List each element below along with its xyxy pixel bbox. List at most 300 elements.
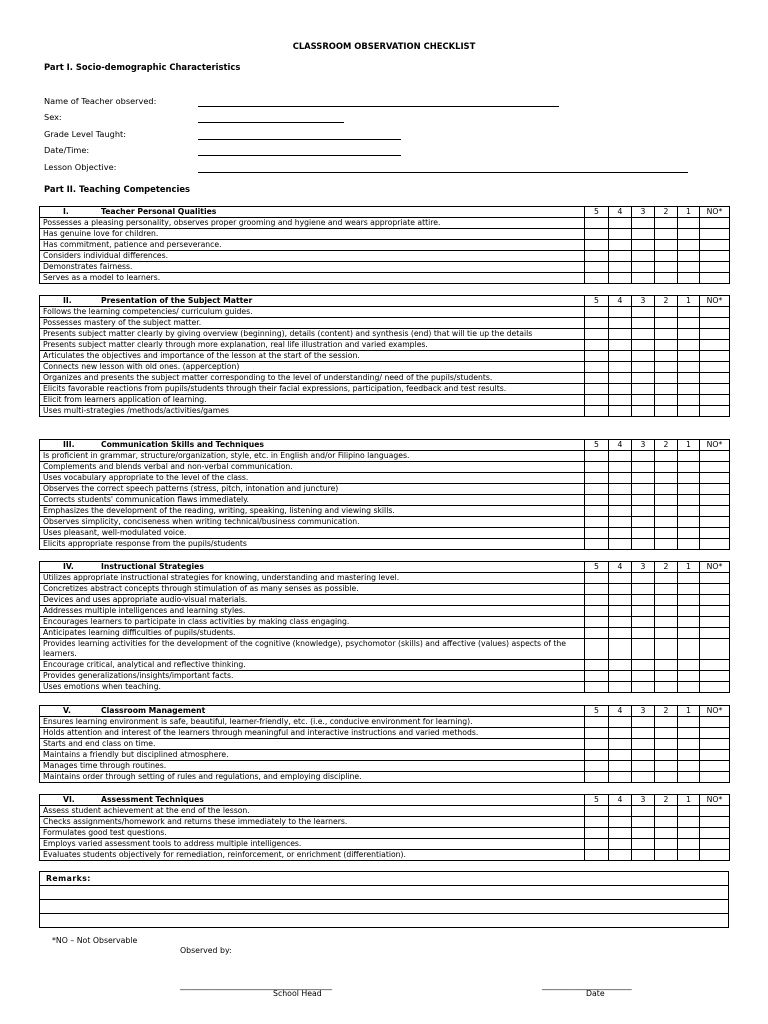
rating-cell[interactable] (655, 595, 678, 606)
rating-cell[interactable] (609, 329, 632, 340)
rating-cell[interactable] (585, 528, 609, 539)
rating-cell[interactable] (655, 828, 678, 839)
rating-cell[interactable] (678, 406, 700, 417)
rating-cell[interactable] (632, 772, 655, 783)
rating-cell[interactable] (609, 682, 632, 693)
rating-cell[interactable] (632, 218, 655, 229)
rating-cell[interactable] (609, 218, 632, 229)
rating-cell[interactable] (632, 584, 655, 595)
rating-cell[interactable] (700, 329, 730, 340)
rating-cell[interactable] (678, 251, 700, 262)
rating-cell[interactable] (632, 806, 655, 817)
rating-cell[interactable] (700, 251, 730, 262)
rating-cell[interactable] (609, 318, 632, 329)
rating-cell[interactable] (678, 717, 700, 728)
rating-cell[interactable] (700, 351, 730, 362)
rating-cell[interactable] (655, 262, 678, 273)
rating-cell[interactable] (678, 307, 700, 318)
rating-cell[interactable] (609, 850, 632, 861)
rating-cell[interactable] (655, 728, 678, 739)
rating-cell[interactable] (655, 539, 678, 550)
rating-cell[interactable] (585, 384, 609, 395)
rating-cell[interactable] (655, 739, 678, 750)
rating-cell[interactable] (609, 660, 632, 671)
rating-cell[interactable] (585, 817, 609, 828)
rating-cell[interactable] (700, 462, 730, 473)
rating-cell[interactable] (678, 340, 700, 351)
rating-cell[interactable] (632, 671, 655, 682)
rating-header: 4 (609, 562, 632, 573)
rating-cell[interactable] (609, 406, 632, 417)
rating-cell[interactable] (655, 528, 678, 539)
rating-cell[interactable] (655, 495, 678, 506)
rating-cell[interactable] (585, 682, 609, 693)
rating-cell[interactable] (655, 218, 678, 229)
rating-cell[interactable] (700, 584, 730, 595)
rating-cell[interactable] (678, 850, 700, 861)
rating-cell[interactable] (585, 362, 609, 373)
criterion-text: Elicits favorable reactions from pupils/students through their facial expressions, participation, feedback and test results. (40, 384, 585, 395)
rating-cell[interactable] (678, 517, 700, 528)
rating-cell[interactable] (655, 761, 678, 772)
rating-cell[interactable] (585, 517, 609, 528)
rating-cell[interactable] (678, 262, 700, 273)
rating-cell[interactable] (585, 595, 609, 606)
rating-cell[interactable] (632, 451, 655, 462)
rating-cell[interactable] (678, 362, 700, 373)
rating-cell[interactable] (700, 340, 730, 351)
rating-cell[interactable] (585, 473, 609, 484)
rating-cell[interactable] (655, 318, 678, 329)
rating-cell[interactable] (632, 517, 655, 528)
rating-cell[interactable] (678, 373, 700, 384)
rating-cell[interactable] (585, 240, 609, 251)
rating-cell[interactable] (632, 628, 655, 639)
criterion-text: Assess student achievement at the end of the lesson. (40, 806, 585, 817)
rating-cell[interactable] (655, 628, 678, 639)
rating-cell[interactable] (655, 229, 678, 240)
rating-cell[interactable] (585, 340, 609, 351)
rating-cell[interactable] (585, 218, 609, 229)
rating-cell[interactable] (678, 817, 700, 828)
rating-cell[interactable] (655, 351, 678, 362)
rating-cell[interactable] (609, 573, 632, 584)
rating-cell[interactable] (678, 539, 700, 550)
rating-cell[interactable] (609, 506, 632, 517)
rating-cell[interactable] (632, 750, 655, 761)
rating-cell[interactable] (585, 772, 609, 783)
rating-cell[interactable] (700, 528, 730, 539)
criterion-row (40, 850, 730, 861)
rating-cell[interactable] (655, 639, 678, 660)
criterion-row (40, 528, 730, 539)
rating-cell[interactable] (655, 362, 678, 373)
rating-cell[interactable] (678, 617, 700, 628)
rating-cell[interactable] (700, 406, 730, 417)
rating-header: 4 (609, 795, 632, 806)
rating-cell[interactable] (609, 828, 632, 839)
rating-cell[interactable] (632, 240, 655, 251)
rating-cell[interactable] (585, 717, 609, 728)
rating-cell[interactable] (609, 528, 632, 539)
rating-cell[interactable] (632, 340, 655, 351)
rating-cell[interactable] (655, 473, 678, 484)
rating-cell[interactable] (678, 839, 700, 850)
rating-cell[interactable] (678, 739, 700, 750)
rating-cell[interactable] (609, 539, 632, 550)
rating-cell[interactable] (585, 318, 609, 329)
rating-cell[interactable] (585, 850, 609, 861)
criterion-row (40, 473, 730, 484)
rating-cell[interactable] (632, 373, 655, 384)
rating-cell[interactable] (609, 761, 632, 772)
rating-cell[interactable] (609, 451, 632, 462)
rating-cell[interactable] (632, 639, 655, 660)
rating-cell[interactable] (700, 262, 730, 273)
rating-cell[interactable] (678, 318, 700, 329)
rating-cell[interactable] (609, 772, 632, 783)
rating-cell[interactable] (700, 384, 730, 395)
rating-cell[interactable] (678, 750, 700, 761)
rating-cell[interactable] (678, 495, 700, 506)
rating-cell[interactable] (609, 373, 632, 384)
rating-cell[interactable] (700, 484, 730, 495)
rating-cell[interactable] (585, 484, 609, 495)
rating-cell[interactable] (655, 606, 678, 617)
rating-cell[interactable] (585, 307, 609, 318)
rating-cell[interactable] (585, 395, 609, 406)
rating-cell[interactable] (609, 739, 632, 750)
rating-cell[interactable] (585, 728, 609, 739)
criterion-row (40, 772, 730, 783)
rating-cell[interactable] (632, 617, 655, 628)
rating-cell[interactable] (678, 728, 700, 739)
rating-cell[interactable] (609, 817, 632, 828)
rating-cell[interactable] (632, 606, 655, 617)
rating-cell[interactable] (700, 739, 730, 750)
rating-cell[interactable] (700, 395, 730, 406)
criterion-row (40, 240, 730, 251)
rating-cell[interactable] (655, 682, 678, 693)
rating-cell[interactable] (655, 273, 678, 284)
rating-cell[interactable] (655, 517, 678, 528)
rating-cell[interactable] (585, 828, 609, 839)
rating-cell[interactable] (655, 373, 678, 384)
rating-cell[interactable] (700, 750, 730, 761)
rating-cell[interactable] (632, 595, 655, 606)
rating-cell[interactable] (700, 806, 730, 817)
rating-cell[interactable] (632, 539, 655, 550)
rating-cell[interactable] (678, 218, 700, 229)
rating-cell[interactable] (609, 750, 632, 761)
rating-cell[interactable] (632, 473, 655, 484)
rating-cell[interactable] (585, 806, 609, 817)
rating-cell[interactable] (632, 307, 655, 318)
rating-cell[interactable] (609, 262, 632, 273)
rating-cell[interactable] (655, 750, 678, 761)
rating-cell[interactable] (632, 484, 655, 495)
rating-cell[interactable] (678, 595, 700, 606)
rating-cell[interactable] (585, 495, 609, 506)
section-title-cell (40, 562, 585, 573)
rating-cell[interactable] (632, 717, 655, 728)
rating-cell[interactable] (655, 462, 678, 473)
rating-cell[interactable] (632, 318, 655, 329)
rating-cell[interactable] (700, 639, 730, 660)
rating-cell[interactable] (678, 828, 700, 839)
rating-cell[interactable] (678, 506, 700, 517)
rating-cell[interactable] (585, 462, 609, 473)
rating-cell[interactable] (585, 660, 609, 671)
rating-cell[interactable] (609, 806, 632, 817)
rating-cell[interactable] (609, 517, 632, 528)
rating-cell[interactable] (700, 517, 730, 528)
rating-cell[interactable] (585, 671, 609, 682)
rating-header: 1 (678, 440, 700, 451)
rating-cell[interactable] (609, 839, 632, 850)
rating-cell[interactable] (678, 628, 700, 639)
school-head-signature-line[interactable]: _______________________________________ (180, 981, 333, 990)
rating-cell[interactable] (609, 473, 632, 484)
rating-cell[interactable] (585, 373, 609, 384)
rating-cell[interactable] (585, 539, 609, 550)
rating-cell[interactable] (655, 340, 678, 351)
rating-cell[interactable] (632, 229, 655, 240)
rating-cell[interactable] (700, 628, 730, 639)
rating-cell[interactable] (700, 850, 730, 861)
rating-cell[interactable] (585, 573, 609, 584)
rating-cell[interactable] (632, 528, 655, 539)
rating-cell[interactable] (678, 395, 700, 406)
rating-cell[interactable] (585, 273, 609, 284)
rating-cell[interactable] (609, 384, 632, 395)
rating-cell[interactable] (655, 717, 678, 728)
rating-cell[interactable] (609, 229, 632, 240)
rating-cell[interactable] (609, 484, 632, 495)
rating-cell[interactable] (632, 462, 655, 473)
rating-cell[interactable] (632, 817, 655, 828)
rating-cell[interactable] (678, 229, 700, 240)
rating-cell[interactable] (609, 307, 632, 318)
rating-cell[interactable] (585, 606, 609, 617)
rating-cell[interactable] (655, 395, 678, 406)
rating-cell[interactable] (678, 473, 700, 484)
rating-cell[interactable] (655, 817, 678, 828)
rating-cell[interactable] (700, 318, 730, 329)
rating-cell[interactable] (700, 660, 730, 671)
rating-cell[interactable] (700, 240, 730, 251)
rating-cell[interactable] (678, 329, 700, 340)
rating-cell[interactable] (585, 451, 609, 462)
blank-line (198, 106, 559, 107)
rating-cell[interactable] (678, 351, 700, 362)
rating-cell[interactable] (700, 362, 730, 373)
rating-header: 2 (655, 706, 678, 717)
section-numeral: II. (63, 296, 72, 305)
rating-cell[interactable] (678, 761, 700, 772)
rating-cell[interactable] (585, 628, 609, 639)
rating-cell[interactable] (585, 750, 609, 761)
rating-cell[interactable] (632, 251, 655, 262)
remarks-line[interactable] (40, 886, 729, 900)
rating-cell[interactable] (655, 384, 678, 395)
rating-cell[interactable] (655, 307, 678, 318)
rating-cell[interactable] (678, 639, 700, 660)
rating-cell[interactable] (609, 251, 632, 262)
rating-cell[interactable] (655, 584, 678, 595)
rating-cell[interactable] (655, 806, 678, 817)
rating-cell[interactable] (700, 307, 730, 318)
rating-cell[interactable] (609, 671, 632, 682)
rating-cell[interactable] (700, 573, 730, 584)
rating-cell[interactable] (609, 495, 632, 506)
rating-cell[interactable] (655, 617, 678, 628)
rating-cell[interactable] (678, 240, 700, 251)
rating-cell[interactable] (632, 351, 655, 362)
rating-cell[interactable] (655, 329, 678, 340)
rating-cell[interactable] (632, 728, 655, 739)
rating-cell[interactable] (678, 806, 700, 817)
rating-cell[interactable] (632, 362, 655, 373)
rating-cell[interactable] (700, 606, 730, 617)
rating-cell[interactable] (585, 351, 609, 362)
rating-cell[interactable] (700, 495, 730, 506)
rating-cell[interactable] (700, 595, 730, 606)
rating-cell[interactable] (655, 839, 678, 850)
rating-cell[interactable] (609, 362, 632, 373)
rating-cell[interactable] (585, 329, 609, 340)
rating-cell[interactable] (585, 262, 609, 273)
rating-cell[interactable] (632, 682, 655, 693)
rating-cell[interactable] (700, 671, 730, 682)
rating-cell[interactable] (655, 240, 678, 251)
rating-cell[interactable] (700, 717, 730, 728)
criterion-text: Is proficient in grammar, structure/organization, style, etc. in English and/or Filipino languages. (40, 451, 585, 462)
rating-cell[interactable] (632, 329, 655, 340)
rating-cell[interactable] (700, 473, 730, 484)
criterion-text: Has genuine love for children. (40, 229, 585, 240)
rating-cell[interactable] (655, 850, 678, 861)
rating-cell[interactable] (678, 462, 700, 473)
rating-cell[interactable] (609, 462, 632, 473)
criterion-text: Encourages learners to participate in class activities by making class engaging. (40, 617, 585, 628)
rating-cell[interactable] (678, 384, 700, 395)
rating-cell[interactable] (678, 772, 700, 783)
rating-cell[interactable] (678, 273, 700, 284)
rating-cell[interactable] (700, 828, 730, 839)
rating-cell[interactable] (700, 817, 730, 828)
rating-cell[interactable] (609, 617, 632, 628)
rating-cell[interactable] (632, 273, 655, 284)
rating-cell[interactable] (632, 395, 655, 406)
rating-cell[interactable] (655, 573, 678, 584)
rating-cell[interactable] (585, 584, 609, 595)
rating-cell[interactable] (700, 772, 730, 783)
rating-cell[interactable] (632, 828, 655, 839)
rating-cell[interactable] (632, 506, 655, 517)
rating-cell[interactable] (700, 839, 730, 850)
rating-cell[interactable] (700, 617, 730, 628)
rating-cell[interactable] (609, 340, 632, 351)
rating-header: 4 (609, 706, 632, 717)
rating-cell[interactable] (609, 728, 632, 739)
rating-cell[interactable] (609, 639, 632, 660)
rating-cell[interactable] (678, 606, 700, 617)
rating-cell[interactable] (678, 584, 700, 595)
rating-cell[interactable] (655, 506, 678, 517)
rating-cell[interactable] (700, 229, 730, 240)
rating-cell[interactable] (655, 406, 678, 417)
remarks-line[interactable] (40, 914, 729, 928)
rating-cell[interactable] (655, 671, 678, 682)
rating-cell[interactable] (609, 395, 632, 406)
rating-cell[interactable] (632, 739, 655, 750)
rating-cell[interactable] (678, 671, 700, 682)
rating-cell[interactable] (585, 739, 609, 750)
rating-cell[interactable] (632, 761, 655, 772)
rating-cell[interactable] (700, 451, 730, 462)
rating-cell[interactable] (632, 850, 655, 861)
rating-cell[interactable] (609, 584, 632, 595)
rating-cell[interactable] (678, 528, 700, 539)
date-signature-line[interactable]: _______________________ (542, 981, 632, 990)
rating-cell[interactable] (678, 451, 700, 462)
rating-cell[interactable] (678, 484, 700, 495)
rating-cell[interactable] (700, 218, 730, 229)
rating-cell[interactable] (609, 606, 632, 617)
rating-cell[interactable] (632, 495, 655, 506)
rating-cell[interactable] (700, 728, 730, 739)
rating-cell[interactable] (655, 772, 678, 783)
rating-cell[interactable] (678, 682, 700, 693)
rating-cell[interactable] (655, 451, 678, 462)
rating-cell[interactable] (632, 262, 655, 273)
rating-cell[interactable] (585, 506, 609, 517)
rating-cell[interactable] (655, 484, 678, 495)
rating-cell[interactable] (632, 384, 655, 395)
rating-cell[interactable] (585, 617, 609, 628)
rating-cell[interactable] (585, 639, 609, 660)
rating-cell[interactable] (632, 839, 655, 850)
rating-cell[interactable] (700, 761, 730, 772)
rating-cell[interactable] (678, 573, 700, 584)
rating-cell[interactable] (585, 406, 609, 417)
rating-cell[interactable] (585, 229, 609, 240)
rating-cell[interactable] (678, 660, 700, 671)
rating-cell[interactable] (632, 660, 655, 671)
rating-cell[interactable] (700, 273, 730, 284)
rating-cell[interactable] (585, 251, 609, 262)
rating-cell[interactable] (585, 839, 609, 850)
rating-cell[interactable] (700, 373, 730, 384)
criterion-text: Follows the learning competencies/ curriculum guides. (40, 307, 585, 318)
rating-cell[interactable] (609, 273, 632, 284)
rating-cell[interactable] (609, 717, 632, 728)
rating-cell[interactable] (609, 595, 632, 606)
rating-cell[interactable] (700, 539, 730, 550)
remarks-line[interactable] (40, 900, 729, 914)
rating-cell[interactable] (585, 761, 609, 772)
rating-cell[interactable] (700, 682, 730, 693)
rating-cell[interactable] (632, 573, 655, 584)
rating-cell[interactable] (700, 506, 730, 517)
rating-cell[interactable] (609, 628, 632, 639)
rating-cell[interactable] (655, 251, 678, 262)
rating-cell[interactable] (609, 240, 632, 251)
rating-cell[interactable] (632, 406, 655, 417)
rating-cell[interactable] (655, 660, 678, 671)
rating-cell[interactable] (609, 351, 632, 362)
